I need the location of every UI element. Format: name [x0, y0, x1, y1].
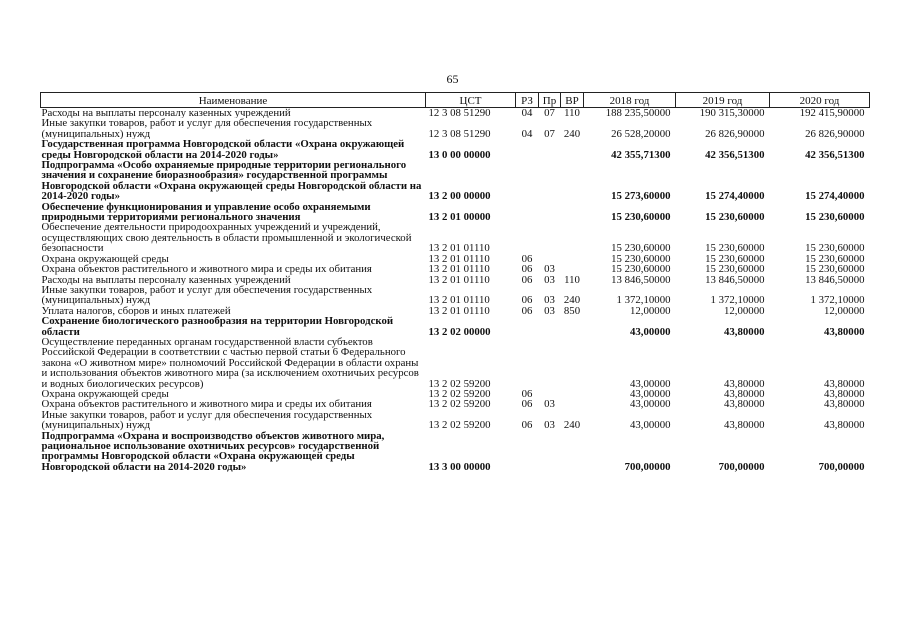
- header-2019: 2019 год: [676, 93, 770, 108]
- cell-2020: 43,80000: [824, 419, 865, 431]
- cell-cst: 13 2 01 01110: [428, 242, 490, 254]
- cell-rz: 04: [521, 127, 533, 140]
- cell-2020: 42 356,51300: [805, 148, 865, 161]
- table-row: [41, 306, 870, 316]
- cell-name: Расходы на выплаты персоналу казенных учреждений: [41, 107, 291, 119]
- cell-name: Подпрограмма «Охрана и воспроизводство объектов животного мира, рациональное использование охотничьих ресурсов» государственной программы Новгородской области «Охрана окружающей среды Новгородской области на 2014-2020 годы»: [41, 430, 385, 473]
- cell-2020: 1 372,10000: [810, 294, 865, 306]
- cell-pr: [539, 254, 561, 264]
- cell-name: Охрана объектов растительного и животного мира и среды их обитания: [41, 264, 372, 275]
- table-row: [41, 337, 870, 389]
- cell-2020: 26 826,90000: [805, 127, 865, 140]
- cell-rz: 04: [521, 107, 533, 119]
- cell-cst: 13 0 00 00000: [428, 148, 491, 161]
- cell-vr: [561, 337, 584, 389]
- cell-2018: 15 273,60000: [611, 190, 671, 202]
- cell-2018: 15 230,60000: [611, 211, 671, 223]
- cell-rz: 06: [521, 294, 533, 306]
- cell-2018: 188 235,50000: [605, 107, 671, 119]
- cell-vr: 110: [564, 274, 580, 285]
- cell-pr: 03: [544, 419, 555, 431]
- cell-name: Подпрограмма «Особо охраняемые природные территории регионального значения и сохранение биоразнообразия» государственной программы Новгородской области «Охрана окружающей среды Новгородской области на 2014-2020 годы»: [41, 160, 422, 202]
- cell-2019: 1 372,10000: [710, 294, 765, 306]
- table-row: [41, 389, 870, 399]
- header-rz: РЗ: [516, 93, 539, 108]
- cell-2018: 43,00000: [630, 388, 671, 400]
- cell-pr: 03: [544, 264, 555, 275]
- cell-vr: [561, 399, 584, 409]
- cell-2019: 190 315,30000: [699, 107, 765, 119]
- header-name: Наименование: [41, 93, 426, 108]
- cell-pr: 03: [544, 399, 555, 410]
- table-row: [41, 254, 870, 264]
- cell-name: Обеспечение функционирования и управление особо охраняемыми природными территориями регионального значения: [41, 201, 371, 223]
- header-2020: 2020 год: [770, 93, 870, 108]
- cell-vr: 240: [563, 127, 581, 140]
- cell-2020: 15 274,40000: [805, 190, 865, 202]
- cell-cst: 13 2 02 59200: [428, 399, 491, 410]
- cell-2020: 43,80000: [824, 377, 865, 389]
- cell-rz: [516, 431, 539, 473]
- cell-2020: 700,00000: [818, 460, 865, 473]
- table-row: [41, 316, 870, 337]
- cell-cst: 12 3 08 51290: [428, 107, 491, 119]
- budget-table: [40, 92, 870, 472]
- cell-pr: 03: [544, 294, 555, 306]
- cell-pr: 07: [544, 107, 555, 119]
- table-row: [41, 431, 870, 473]
- cell-2019: 13 846,50000: [705, 274, 765, 285]
- cell-2020: 192 415,90000: [799, 107, 865, 119]
- cell-rz: [516, 316, 539, 337]
- cell-name: Уплата налогов, сборов и иных платежей: [41, 305, 231, 317]
- cell-name: Охрана окружающей среды: [41, 253, 169, 265]
- cell-vr: [561, 254, 584, 264]
- cell-name: Иные закупки товаров, работ и услуг для обеспечения государственных (муниципальных) нужд: [41, 409, 373, 431]
- cell-rz: 06: [521, 264, 533, 275]
- cell-name: Осуществление переданных органам государственной власти субъектов Российской Федерации в соответствии с частью первой статьи 6 Федерального закона «О животном мире» полномочий Российской Федерации в области охраны и использования объектов животного мира (за исключением охотничьих ресурсов и водных биологических ресурсов): [41, 336, 419, 389]
- cell-pr: 03: [544, 274, 555, 285]
- cell-2020: 13 846,50000: [805, 274, 865, 285]
- cell-2019: 15 274,40000: [705, 190, 765, 202]
- cell-2019: 700,00000: [718, 460, 765, 473]
- cell-2018: 43,00000: [630, 399, 671, 410]
- cell-2018: 15 230,60000: [611, 264, 671, 275]
- cell-2018: 700,00000: [624, 460, 671, 473]
- cell-vr: [561, 431, 584, 473]
- table-body: [41, 108, 870, 473]
- cell-name: Расходы на выплаты персоналу казенных учреждений: [41, 274, 291, 285]
- cell-pr: [539, 431, 561, 473]
- cell-vr: [561, 316, 584, 337]
- cell-2019: 12,00000: [724, 305, 765, 317]
- table-row: [41, 160, 870, 202]
- cell-name: Сохранение биологического разнообразия на территории Новгородской области: [41, 316, 394, 337]
- cell-2020: 15 230,60000: [805, 264, 865, 275]
- cell-rz: [516, 139, 539, 160]
- cell-2020: 43,80000: [824, 388, 865, 400]
- cell-pr: 03: [544, 305, 555, 317]
- header-vr: ВР: [561, 93, 584, 108]
- header-cst: ЦСТ: [426, 93, 516, 108]
- cell-2018: 15 230,60000: [611, 242, 671, 254]
- cell-name: Охрана объектов растительного и животного мира и среды их обитания: [41, 399, 372, 410]
- cell-pr: [539, 202, 561, 223]
- header-pr: Пр: [539, 93, 561, 108]
- cell-cst: 12 3 08 51290: [428, 127, 491, 140]
- cell-vr: [561, 160, 584, 202]
- cell-pr: 07: [544, 127, 555, 140]
- cell-pr: [539, 316, 561, 337]
- cell-vr: [561, 222, 584, 253]
- cell-2018: 43,00000: [630, 377, 671, 389]
- cell-2020: 15 230,60000: [805, 242, 865, 254]
- cell-name: Иные закупки товаров, работ и услуг для обеспечения государственных (муниципальных) нужд: [41, 284, 373, 306]
- cell-rz: [516, 202, 539, 223]
- cell-cst: 13 2 01 01110: [428, 305, 490, 317]
- cell-pr: [539, 222, 561, 253]
- cell-vr: 110: [564, 107, 580, 119]
- cell-2019: 26 826,90000: [705, 127, 765, 140]
- table-row: [41, 399, 870, 409]
- cell-vr: [561, 389, 584, 399]
- cell-2018: 42 355,71300: [611, 148, 671, 161]
- table-row: [41, 410, 870, 431]
- header-2018: 2018 год: [584, 93, 676, 108]
- cell-vr: 240: [563, 294, 581, 306]
- cell-cst: 13 2 01 01110: [428, 294, 490, 306]
- cell-2018: 1 372,10000: [616, 294, 671, 306]
- cell-2018: 43,00000: [630, 419, 671, 431]
- cell-rz: 06: [521, 253, 533, 265]
- cell-2020: 43,80000: [824, 325, 865, 337]
- cell-2019: 15 230,60000: [705, 264, 765, 275]
- cell-cst: 13 2 00 00000: [428, 190, 491, 202]
- cell-cst: 13 2 01 01110: [428, 264, 490, 275]
- cell-2018: 15 230,60000: [611, 253, 671, 265]
- cell-rz: [516, 337, 539, 389]
- cell-cst: 13 2 02 59200: [428, 377, 491, 389]
- cell-name: Государственная программа Новгородской области «Охрана окружающей среды Новгородской области на 2014-2020 годы»: [41, 139, 405, 161]
- cell-2020: 12,00000: [824, 305, 865, 317]
- cell-cst: 13 2 01 00000: [428, 211, 491, 223]
- cell-cst: 13 2 02 59200: [428, 388, 491, 400]
- cell-pr: [539, 337, 561, 389]
- cell-2019: 43,80000: [724, 419, 765, 431]
- cell-rz: [516, 160, 539, 202]
- page-number: 65: [446, 72, 459, 86]
- cell-2019: 15 230,60000: [705, 242, 765, 254]
- cell-2018: 43,00000: [630, 325, 671, 337]
- table-row: [41, 139, 870, 160]
- cell-2020: 15 230,60000: [805, 253, 865, 265]
- table-row: [41, 275, 870, 285]
- table-row: [41, 108, 870, 119]
- cell-vr: 850: [563, 305, 581, 317]
- cell-2019: 43,80000: [724, 377, 765, 389]
- table-row: [41, 264, 870, 274]
- cell-pr: [539, 389, 561, 399]
- cell-2019: 42 356,51300: [705, 148, 765, 161]
- cell-vr: [561, 139, 584, 160]
- cell-rz: [516, 222, 539, 253]
- cell-pr: [539, 160, 561, 202]
- cell-cst: 13 2 01 01110: [428, 253, 490, 265]
- cell-cst: 13 2 02 00000: [428, 325, 491, 337]
- cell-2019: 43,80000: [724, 325, 765, 337]
- table-row: [41, 285, 870, 306]
- cell-vr: [561, 202, 584, 223]
- cell-2019: 15 230,60000: [705, 211, 765, 223]
- cell-rz: 06: [521, 399, 533, 410]
- cell-2019: 43,80000: [724, 388, 765, 400]
- cell-rz: 06: [521, 305, 533, 317]
- cell-2018: 26 528,20000: [611, 127, 671, 140]
- cell-name: Иные закупки товаров, работ и услуг для обеспечения государственных (муниципальных) нужд: [41, 118, 373, 140]
- cell-name: Охрана окружающей среды: [41, 388, 169, 400]
- cell-2019: 15 230,60000: [705, 253, 765, 265]
- cell-name: Обеспечение деятельности природоохранных учреждений и учреждений, осуществляющих свою деятельность в области промышленной и экологической безопасности: [41, 222, 412, 254]
- cell-cst: 13 2 01 01110: [428, 274, 490, 285]
- cell-rz: 06: [521, 419, 533, 431]
- cell-2020: 43,80000: [824, 399, 865, 410]
- cell-rz: 06: [521, 274, 533, 285]
- cell-2018: 13 846,50000: [611, 274, 671, 285]
- cell-2019: 43,80000: [724, 399, 765, 410]
- cell-pr: [539, 139, 561, 160]
- table-row: [41, 118, 870, 139]
- table-header-row: [41, 93, 870, 108]
- cell-cst: 13 2 02 59200: [428, 419, 491, 431]
- cell-vr: 240: [563, 419, 581, 431]
- table-row: [41, 202, 870, 223]
- cell-vr: [561, 264, 584, 274]
- cell-2020: 15 230,60000: [805, 211, 865, 223]
- cell-rz: 06: [521, 388, 533, 400]
- cell-cst: 13 3 00 00000: [428, 460, 491, 473]
- cell-2018: 12,00000: [630, 305, 671, 317]
- table-row: [41, 222, 870, 253]
